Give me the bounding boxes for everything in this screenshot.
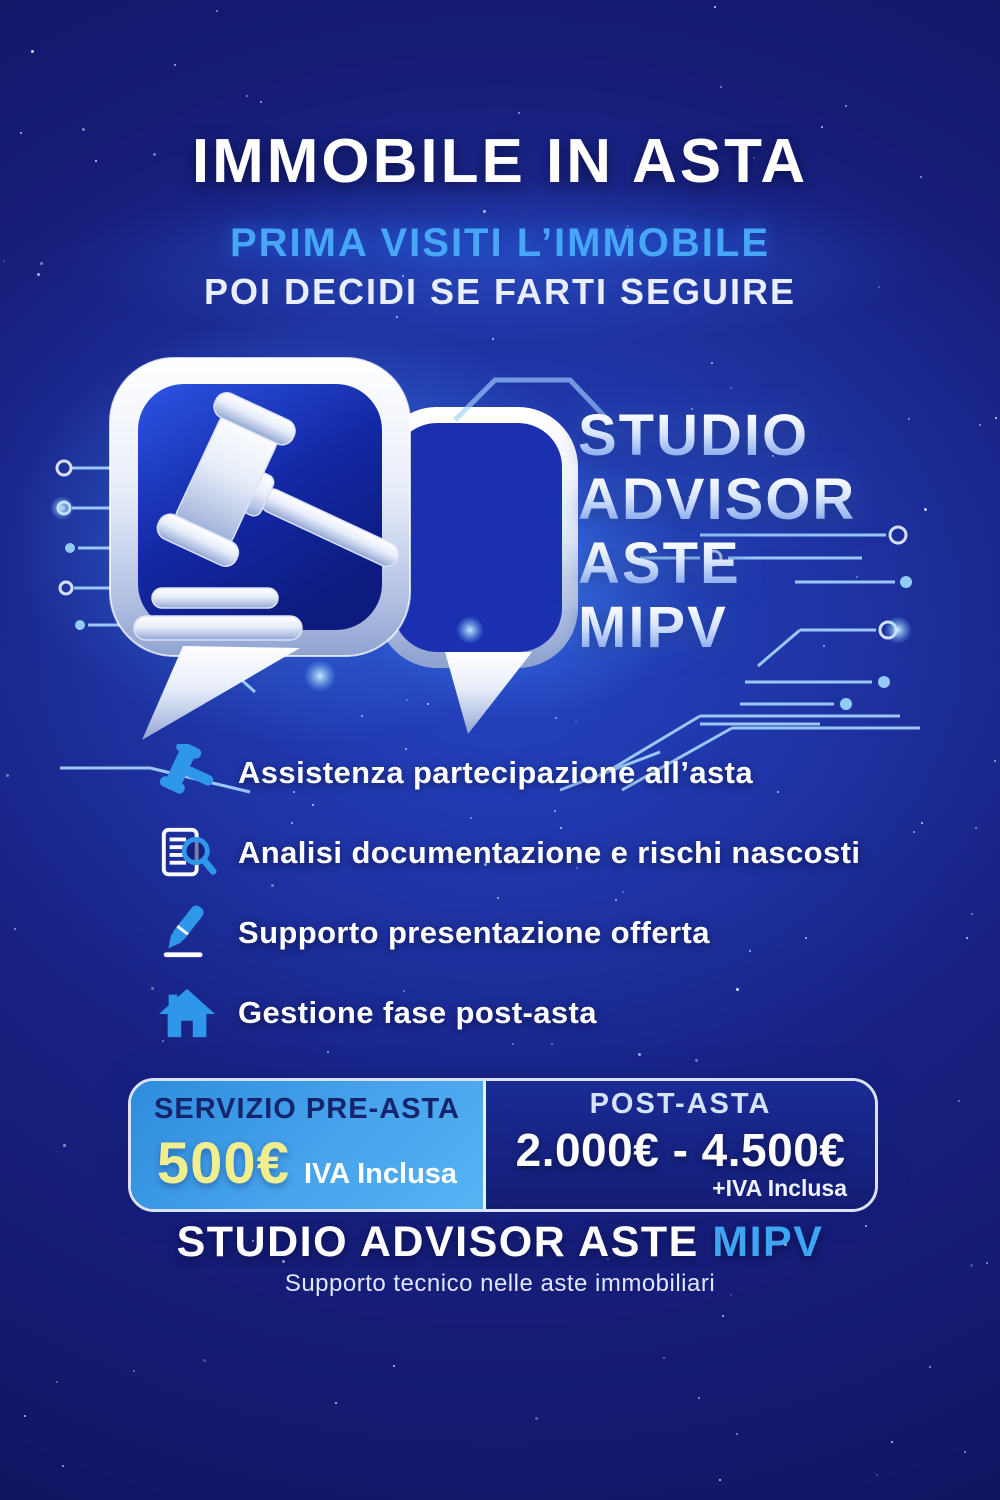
footer-brand-text: STUDIO ADVISOR ASTE — [176, 1218, 699, 1266]
footer-tagline: Supporto tecnico nelle aste immobiliari — [284, 1270, 716, 1297]
list-item — [156, 744, 936, 802]
pricing-box — [128, 1078, 878, 1212]
brand-line: ADVISOR — [578, 467, 857, 532]
spark-node — [50, 496, 74, 520]
list-item — [156, 904, 936, 962]
footer-brand-accent: MIPV — [712, 1218, 824, 1266]
service-label: Supporto presentazione offerta — [238, 915, 710, 950]
pre-asta-price: 500€ — [156, 1131, 290, 1196]
brand-line: ASTE — [578, 532, 856, 596]
spark-node — [456, 616, 484, 644]
spark-node — [884, 616, 912, 644]
brand-line: STUDIO — [578, 404, 856, 468]
service-label: Assistenza partecipazione all’asta — [238, 755, 753, 790]
service-label: Analisi documentazione e rischi nascosti — [238, 835, 861, 870]
post-asta-note: +IVA Inclusa — [712, 1175, 847, 1201]
brand-wordmark — [578, 404, 856, 660]
post-asta-label: POST-ASTA — [589, 1088, 772, 1120]
page-title: IMMOBILE IN ASTA — [191, 127, 809, 196]
pre-asta-note: IVA Inclusa — [303, 1158, 458, 1190]
subtitle-highlight: PRIMA VISITI L’IMMOBILE — [229, 221, 771, 265]
list-item — [156, 824, 936, 882]
pre-asta-label: SERVIZIO PRE-ASTA — [154, 1093, 460, 1125]
pre-asta-panel — [131, 1081, 486, 1209]
brand-line: MIPV — [578, 596, 856, 660]
service-label: Gestione fase post-asta — [238, 995, 597, 1030]
services-list — [156, 744, 936, 1064]
footer-brand — [0, 1218, 1000, 1267]
subtitle: POI DECIDI SE FARTI SEGUIRE — [203, 271, 797, 312]
gavel-icon — [156, 744, 218, 802]
post-asta-panel — [486, 1081, 875, 1209]
spark-node — [304, 660, 336, 692]
house-icon — [156, 984, 218, 1042]
pen-icon — [156, 904, 218, 962]
post-asta-price: 2.000€ - 4.500€ — [515, 1124, 846, 1176]
list-item — [156, 984, 936, 1042]
document-search-icon — [156, 824, 218, 882]
